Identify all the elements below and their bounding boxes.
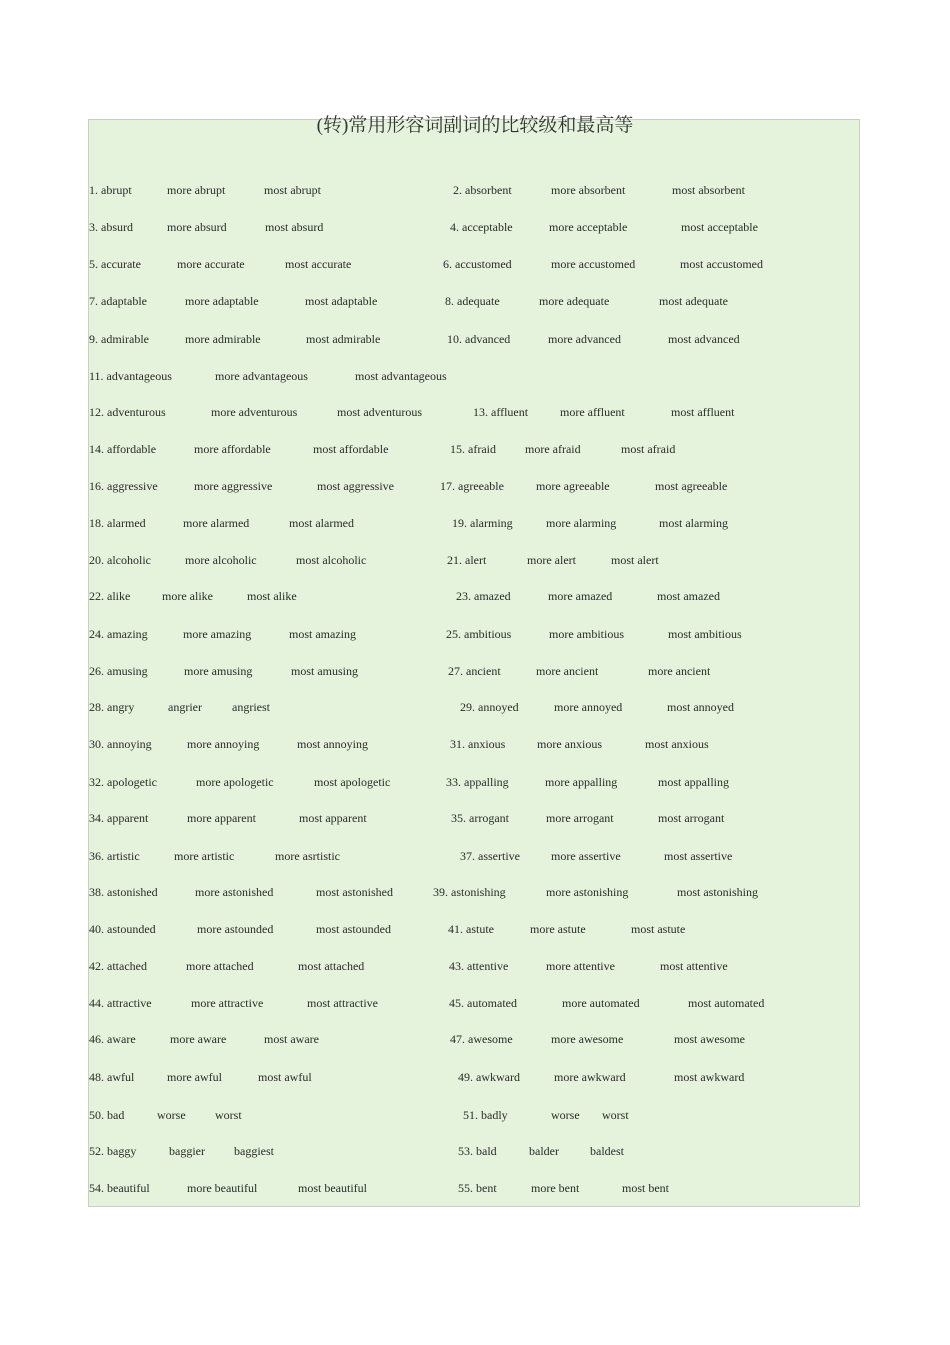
word-base: 21. alert <box>447 553 487 567</box>
word-base: 3. absurd <box>89 220 133 234</box>
word-comparative: more alert <box>527 553 576 567</box>
word-base: 14. affordable <box>89 442 157 456</box>
word-superlative: most adaptable <box>305 294 378 308</box>
word-comparative: more beautiful <box>187 1181 258 1195</box>
word-superlative: most absorbent <box>672 183 745 197</box>
word-base: 25. ambitious <box>446 627 512 641</box>
word-comparative: more affordable <box>194 442 271 456</box>
word-superlative: most absurd <box>265 220 324 234</box>
word-superlative: most annoyed <box>667 700 734 714</box>
word-comparative: more apologetic <box>196 775 274 789</box>
word-superlative: most awful <box>258 1070 312 1084</box>
word-base: 20. alcoholic <box>89 553 151 567</box>
word-base: 29. annoyed <box>460 700 519 714</box>
word-base: 47. awesome <box>450 1032 513 1046</box>
word-comparative: more alarmed <box>183 516 250 530</box>
word-base: 34. apparent <box>89 811 149 825</box>
word-base: 51. badly <box>463 1108 508 1122</box>
word-base: 8. adequate <box>445 294 500 308</box>
word-base: 27. ancient <box>448 664 501 678</box>
word-base: 49. awkward <box>458 1070 520 1084</box>
word-base: 42. attached <box>89 959 147 973</box>
word-superlative: most annoying <box>297 737 368 751</box>
word-base: 1. abrupt <box>89 183 132 197</box>
word-comparative: baggier <box>169 1144 205 1158</box>
word-comparative: more admirable <box>185 332 261 346</box>
word-comparative: more aggressive <box>194 479 273 493</box>
word-superlative: most acceptable <box>681 220 758 234</box>
word-base: 15. afraid <box>450 442 496 456</box>
word-comparative: worse <box>551 1108 580 1122</box>
word-comparative: more attractive <box>191 996 264 1010</box>
word-base: 9. admirable <box>89 332 149 346</box>
word-base: 6. accustomed <box>443 257 512 271</box>
word-base: 33. appalling <box>446 775 509 789</box>
word-superlative: most astonished <box>316 885 393 899</box>
word-base: 38. astonished <box>89 885 158 899</box>
word-base: 46. aware <box>89 1032 136 1046</box>
word-base: 26. amusing <box>89 664 148 678</box>
word-superlative: most amusing <box>291 664 359 678</box>
word-comparative: more alike <box>162 589 213 603</box>
page-title: (转)常用形容词副词的比较级和最高等 <box>316 115 634 136</box>
word-base: 32. apologetic <box>89 775 157 789</box>
word-base: 2. absorbent <box>453 183 512 197</box>
word-superlative: most alike <box>247 589 297 603</box>
word-superlative: more ancient <box>648 664 711 678</box>
word-base: 45. automated <box>449 996 517 1010</box>
word-superlative: most awkward <box>674 1070 745 1084</box>
word-base: 52. baggy <box>89 1144 137 1158</box>
word-comparative: more afraid <box>525 442 581 456</box>
word-comparative: more adaptable <box>185 294 259 308</box>
word-comparative: more adventurous <box>211 405 298 419</box>
word-base: 40. astounded <box>89 922 156 936</box>
word-base: 54. beautiful <box>89 1181 150 1195</box>
word-superlative: most ambitious <box>668 627 742 641</box>
word-comparative: more adequate <box>539 294 610 308</box>
word-base: 5. accurate <box>89 257 141 271</box>
word-comparative: more awful <box>167 1070 222 1084</box>
word-superlative: most aware <box>264 1032 319 1046</box>
word-comparative: more aware <box>170 1032 227 1046</box>
word-comparative: more advanced <box>548 332 621 346</box>
word-superlative: most alcoholic <box>296 553 367 567</box>
word-comparative: more accustomed <box>551 257 636 271</box>
word-base: 4. acceptable <box>450 220 513 234</box>
word-base: 39. astonishing <box>433 885 506 899</box>
word-base: 31. anxious <box>450 737 506 751</box>
word-base: 35. arrogant <box>451 811 509 825</box>
word-superlative: most appalling <box>658 775 729 789</box>
word-base: 28. angry <box>89 700 135 714</box>
word-superlative: most abrupt <box>264 183 321 197</box>
word-superlative: most attentive <box>660 959 728 973</box>
word-base: 43. attentive <box>449 959 509 973</box>
word-base: 18. alarmed <box>89 516 146 530</box>
word-superlative: most accurate <box>285 257 352 271</box>
word-comparative: more anxious <box>537 737 602 751</box>
word-base: 41. astute <box>448 922 494 936</box>
word-superlative: most apologetic <box>314 775 391 789</box>
word-comparative: more assertive <box>551 849 621 863</box>
word-comparative: more awesome <box>551 1032 624 1046</box>
word-base: 55. bent <box>458 1181 497 1195</box>
word-comparative: more awkward <box>554 1070 626 1084</box>
word-comparative: more affluent <box>560 405 625 419</box>
word-comparative: more abrupt <box>167 183 226 197</box>
word-superlative: most accustomed <box>680 257 763 271</box>
word-superlative: worst <box>602 1108 629 1122</box>
word-superlative: most beautiful <box>298 1181 367 1195</box>
word-comparative: more amazing <box>183 627 252 641</box>
word-base: 37. assertive <box>460 849 520 863</box>
word-comparative: more apparent <box>187 811 256 825</box>
word-comparative: more bent <box>531 1181 580 1195</box>
word-comparative: more artistic <box>174 849 235 863</box>
word-base: 12. adventurous <box>89 405 166 419</box>
word-comparative: more astonishing <box>546 885 629 899</box>
word-comparative: more astonished <box>195 885 274 899</box>
word-superlative: most automated <box>688 996 765 1010</box>
word-superlative: most advanced <box>668 332 740 346</box>
word-base: 24. amazing <box>89 627 148 641</box>
word-superlative: most adventurous <box>337 405 422 419</box>
word-base: 19. alarming <box>452 516 513 530</box>
word-comparative: more annoying <box>187 737 260 751</box>
word-superlative: most aggressive <box>317 479 394 493</box>
word-comparative: more ancient <box>536 664 599 678</box>
word-superlative: worst <box>215 1108 242 1122</box>
word-comparative: more alarming <box>546 516 617 530</box>
word-superlative: more asrtistic <box>275 849 340 863</box>
word-comparative: more accurate <box>177 257 245 271</box>
word-superlative: most amazing <box>289 627 356 641</box>
word-base: 48. awful <box>89 1070 135 1084</box>
word-superlative: most arrogant <box>658 811 725 825</box>
word-base: 16. aggressive <box>89 479 158 493</box>
word-superlative: most astute <box>631 922 686 936</box>
word-base: 36. artistic <box>89 849 140 863</box>
word-comparative: angrier <box>168 700 202 714</box>
word-base: 10. advanced <box>447 332 511 346</box>
word-comparative: more advantageous <box>215 369 308 383</box>
word-superlative: most astonishing <box>677 885 759 899</box>
word-base: 22. alike <box>89 589 131 603</box>
word-superlative: most affordable <box>313 442 389 456</box>
word-base: 50. bad <box>89 1108 125 1122</box>
word-base: 30. annoying <box>89 737 152 751</box>
word-superlative: most assertive <box>664 849 733 863</box>
word-superlative: most attractive <box>307 996 378 1010</box>
word-base: 17. agreeable <box>440 479 504 493</box>
word-superlative: most admirable <box>306 332 381 346</box>
word-superlative: most agreeable <box>655 479 728 493</box>
word-comparative: more attached <box>186 959 254 973</box>
word-superlative: most adequate <box>659 294 728 308</box>
word-superlative: most bent <box>622 1181 669 1195</box>
word-comparative: more alcoholic <box>185 553 257 567</box>
word-comparative: more attentive <box>546 959 615 973</box>
word-comparative: balder <box>529 1144 559 1158</box>
word-superlative: most afraid <box>621 442 676 456</box>
word-superlative: most astounded <box>316 922 391 936</box>
word-comparative: more amazed <box>548 589 613 603</box>
word-comparative: more arrogant <box>546 811 614 825</box>
word-superlative: most alarmed <box>289 516 354 530</box>
word-base: 23. amazed <box>456 589 511 603</box>
word-comparative: more appalling <box>545 775 618 789</box>
word-comparative: more astounded <box>197 922 274 936</box>
word-comparative: more agreeable <box>536 479 610 493</box>
word-base: 44. attractive <box>89 996 152 1010</box>
word-comparative: more astute <box>530 922 586 936</box>
word-comparative: more automated <box>562 996 640 1010</box>
word-base: 53. bald <box>458 1144 497 1158</box>
word-superlative: most anxious <box>645 737 709 751</box>
word-base: 7. adaptable <box>89 294 147 308</box>
word-superlative: most alert <box>611 553 659 567</box>
word-comparative: worse <box>157 1108 186 1122</box>
word-superlative: most awesome <box>674 1032 745 1046</box>
word-base: 13. affluent <box>473 405 529 419</box>
word-comparative: more acceptable <box>549 220 628 234</box>
word-comparative: more annoyed <box>554 700 623 714</box>
word-superlative: baggiest <box>234 1144 274 1158</box>
word-superlative: most alarming <box>659 516 728 530</box>
word-superlative: most attached <box>298 959 365 973</box>
word-comparative: more absorbent <box>551 183 626 197</box>
word-superlative: most amazed <box>657 589 720 603</box>
word-base: 11. advantageous <box>89 369 172 383</box>
word-superlative: angriest <box>232 700 270 714</box>
word-comparative: more ambitious <box>549 627 624 641</box>
word-superlative: most apparent <box>299 811 367 825</box>
word-comparative: more absurd <box>167 220 227 234</box>
word-superlative: most affluent <box>671 405 735 419</box>
word-superlative: most advantageous <box>355 369 447 383</box>
word-comparative: more amusing <box>184 664 253 678</box>
word-superlative: baldest <box>590 1144 624 1158</box>
